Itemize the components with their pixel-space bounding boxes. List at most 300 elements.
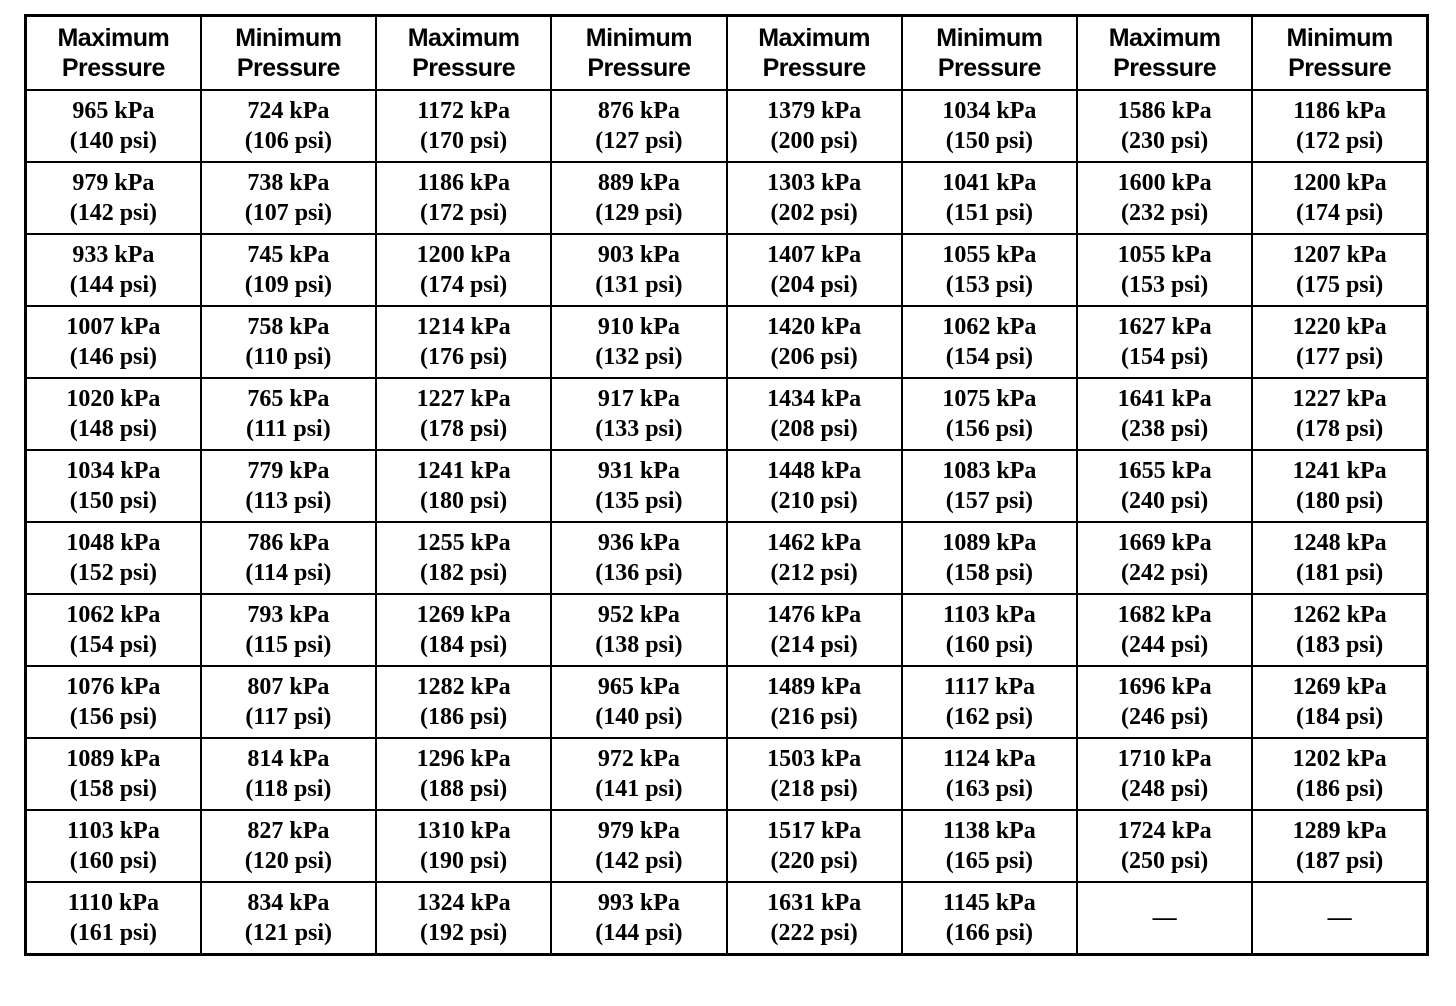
column-header-line: Maximum: [57, 24, 170, 52]
cell-value-secondary: (177 psi): [1295, 344, 1384, 370]
cell-value: 1379 kPa: [767, 98, 862, 124]
cell-value: 979 kPa: [72, 170, 155, 196]
table-cell: [551, 522, 726, 594]
cell-value: 1724 kPa: [1117, 818, 1212, 844]
table-cell: [376, 594, 551, 666]
table-cell: [1252, 810, 1427, 882]
cell-value: 1696 kPa: [1117, 674, 1212, 700]
table-row: [26, 450, 1428, 522]
table-cell: [1077, 810, 1252, 882]
cell-value: 917 kPa: [597, 386, 680, 412]
table-cell: [727, 450, 902, 522]
column-header: [376, 16, 551, 91]
cell-value-secondary: (153 psi): [945, 272, 1034, 298]
table-cell: [201, 450, 376, 522]
cell-value-secondary: (240 psi): [1120, 488, 1209, 514]
table-row: [26, 234, 1428, 306]
cell-value-secondary: (138 psi): [595, 632, 683, 658]
cell-value-secondary: (154 psi): [1120, 344, 1209, 370]
table-cell: [727, 234, 902, 306]
table-row: [26, 666, 1428, 738]
cell-value: 936 kPa: [597, 530, 680, 556]
cell-value: 965 kPa: [597, 674, 680, 700]
cell-value: 993 kPa: [597, 890, 680, 916]
table-cell: [727, 90, 902, 162]
column-header: [727, 16, 902, 91]
column-header-line: Minimum: [235, 24, 342, 52]
table-cell: [727, 882, 902, 955]
cell-value: 1420 kPa: [767, 314, 862, 340]
cell-value: 1655 kPa: [1117, 458, 1212, 484]
table-cell: [1077, 594, 1252, 666]
cell-value: 952 kPa: [597, 602, 680, 628]
cell-value: 1255 kPa: [416, 530, 511, 556]
table-cell: [26, 450, 201, 522]
cell-value: 827 kPa: [247, 818, 330, 844]
cell-value-secondary: (187 psi): [1295, 848, 1384, 874]
column-header: [26, 16, 201, 91]
cell-value-secondary: (120 psi): [244, 848, 333, 874]
table-cell: [727, 522, 902, 594]
table-cell: [376, 162, 551, 234]
cell-value: 724 kPa: [247, 98, 330, 124]
cell-value-secondary: (157 psi): [945, 488, 1034, 514]
cell-value-secondary: (144 psi): [69, 272, 158, 298]
cell-value-secondary: (182 psi): [419, 560, 508, 586]
cell-value-secondary: (216 psi): [770, 704, 858, 730]
cell-value: 1138 kPa: [943, 818, 1036, 844]
cell-value: 965 kPa: [72, 98, 155, 124]
cell-value: 1007 kPa: [66, 314, 161, 340]
cell-value-secondary: (146 psi): [69, 344, 158, 370]
table-cell: [1252, 594, 1427, 666]
table-cell: [727, 738, 902, 810]
table-row: [26, 378, 1428, 450]
cell-value-secondary: (127 psi): [595, 128, 683, 154]
table-cell: [201, 882, 376, 955]
cell-value: 1062 kPa: [66, 602, 161, 628]
table-cell: [26, 234, 201, 306]
cell-value: 745 kPa: [247, 242, 330, 268]
table-cell: [201, 378, 376, 450]
cell-value-secondary: (154 psi): [69, 632, 158, 658]
cell-value: 1710 kPa: [1117, 746, 1212, 772]
cell-value-secondary: (180 psi): [1295, 488, 1384, 514]
cell-value-secondary: (178 psi): [419, 416, 508, 442]
cell-value-secondary: (200 psi): [770, 128, 858, 154]
table-header: [26, 16, 1428, 91]
cell-value: 1055 kPa: [1117, 242, 1212, 268]
cell-value-secondary: (156 psi): [69, 704, 158, 730]
cell-value: 1124 kPa: [943, 746, 1036, 772]
column-header-line: Pressure: [1288, 54, 1392, 82]
column-header-line: Pressure: [587, 54, 691, 82]
table-row: [26, 738, 1428, 810]
cell-value: 931 kPa: [597, 458, 680, 484]
cell-value: 1186 kPa: [1293, 98, 1386, 124]
table-cell: [551, 378, 726, 450]
cell-value: 1262 kPa: [1292, 602, 1387, 628]
cell-value: 979 kPa: [597, 818, 680, 844]
cell-value-secondary: (174 psi): [419, 272, 508, 298]
column-header: [902, 16, 1077, 91]
cell-value-secondary: (142 psi): [595, 848, 683, 874]
table-body: [26, 90, 1428, 955]
cell-value-secondary: (150 psi): [69, 488, 158, 514]
cell-value-secondary: (188 psi): [419, 776, 508, 802]
cell-value-secondary: (165 psi): [945, 848, 1034, 874]
cell-value-secondary: (170 psi): [419, 128, 508, 154]
table-cell: [376, 306, 551, 378]
pressure-table: [24, 14, 1429, 956]
table-row: [26, 306, 1428, 378]
cell-value: —: [1327, 905, 1352, 931]
cell-value-secondary: (148 psi): [69, 416, 158, 442]
cell-value: 1220 kPa: [1292, 314, 1387, 340]
cell-value: 1202 kPa: [1292, 746, 1387, 772]
cell-value-secondary: (117 psi): [245, 704, 332, 730]
cell-value: 1324 kPa: [416, 890, 511, 916]
column-header-line: Maximum: [1108, 24, 1221, 52]
cell-value: 1641 kPa: [1117, 386, 1212, 412]
table-row: [26, 810, 1428, 882]
table-cell: [1077, 234, 1252, 306]
cell-value-secondary: (136 psi): [595, 560, 683, 586]
cell-value: 1600 kPa: [1117, 170, 1212, 196]
cell-value-secondary: (158 psi): [69, 776, 158, 802]
cell-value: 1075 kPa: [942, 386, 1037, 412]
column-header-line: Pressure: [61, 54, 165, 82]
cell-value-secondary: (248 psi): [1120, 776, 1209, 802]
cell-value-secondary: (140 psi): [595, 704, 683, 730]
cell-value-secondary: (144 psi): [595, 920, 683, 946]
cell-value: 738 kPa: [247, 170, 330, 196]
cell-value-secondary: (192 psi): [419, 920, 508, 946]
cell-value: 1110 kPa: [67, 890, 160, 916]
table-cell: [551, 162, 726, 234]
table-cell: [1252, 306, 1427, 378]
cell-value-secondary: (163 psi): [945, 776, 1034, 802]
cell-value: 889 kPa: [597, 170, 680, 196]
column-header-line: Pressure: [937, 54, 1041, 82]
cell-value-secondary: (180 psi): [419, 488, 508, 514]
table-cell: [902, 738, 1077, 810]
cell-value-secondary: (204 psi): [770, 272, 858, 298]
table-cell: [902, 666, 1077, 738]
column-header-line: Pressure: [1113, 54, 1217, 82]
cell-value-secondary: (162 psi): [945, 704, 1034, 730]
cell-value-secondary: (154 psi): [945, 344, 1034, 370]
table-cell: [727, 666, 902, 738]
cell-value: 910 kPa: [597, 314, 680, 340]
table-cell: [376, 810, 551, 882]
cell-value: 1248 kPa: [1292, 530, 1387, 556]
table-row: [26, 162, 1428, 234]
cell-value-secondary: (238 psi): [1120, 416, 1209, 442]
cell-value: 1048 kPa: [66, 530, 161, 556]
table-cell: [1252, 450, 1427, 522]
table-cell: [1077, 450, 1252, 522]
cell-value: 779 kPa: [247, 458, 330, 484]
table-row: [26, 90, 1428, 162]
table-cell: [376, 882, 551, 955]
cell-value: 1682 kPa: [1117, 602, 1212, 628]
cell-value-secondary: (184 psi): [1295, 704, 1384, 730]
cell-value-secondary: (109 psi): [244, 272, 333, 298]
cell-value-secondary: (114 psi): [245, 560, 332, 586]
table-cell: [26, 162, 201, 234]
table-cell: [201, 738, 376, 810]
table-cell: [1077, 378, 1252, 450]
table-cell: [26, 810, 201, 882]
cell-value: 758 kPa: [247, 314, 330, 340]
cell-value: 1282 kPa: [416, 674, 511, 700]
cell-value: 1503 kPa: [767, 746, 862, 772]
table-cell: [1252, 666, 1427, 738]
cell-value-secondary: (212 psi): [770, 560, 858, 586]
cell-value: 1669 kPa: [1117, 530, 1212, 556]
cell-value: 1586 kPa: [1117, 98, 1212, 124]
cell-value-secondary: (230 psi): [1120, 128, 1209, 154]
cell-value-secondary: (183 psi): [1295, 632, 1384, 658]
table-cell: [1077, 666, 1252, 738]
cell-value-secondary: (208 psi): [770, 416, 858, 442]
cell-value-secondary: (246 psi): [1120, 704, 1209, 730]
cell-value: 1117 kPa: [943, 674, 1036, 700]
cell-value-secondary: (175 psi): [1295, 272, 1384, 298]
cell-value-secondary: (153 psi): [1120, 272, 1209, 298]
table-cell: [376, 522, 551, 594]
cell-value-secondary: (222 psi): [770, 920, 858, 946]
cell-value: 793 kPa: [247, 602, 330, 628]
cell-value: 1227 kPa: [1292, 386, 1387, 412]
table-cell: [26, 306, 201, 378]
table-cell: [902, 882, 1077, 955]
cell-value: 1462 kPa: [767, 530, 862, 556]
cell-value-secondary: (174 psi): [1295, 200, 1384, 226]
table-cell: [201, 90, 376, 162]
table-cell: [1252, 378, 1427, 450]
table-cell: [551, 90, 726, 162]
table-cell: [26, 378, 201, 450]
cell-value-secondary: (140 psi): [69, 128, 158, 154]
column-header-line: Pressure: [762, 54, 866, 82]
cell-value: 786 kPa: [247, 530, 330, 556]
table-cell: [201, 162, 376, 234]
table-cell: [201, 666, 376, 738]
cell-value-secondary: (107 psi): [244, 200, 333, 226]
table-cell: [26, 738, 201, 810]
table-cell: [1252, 522, 1427, 594]
cell-value: 834 kPa: [247, 890, 330, 916]
column-header-line: Minimum: [936, 24, 1043, 52]
cell-value-secondary: (121 psi): [244, 920, 333, 946]
cell-value: 1041 kPa: [942, 170, 1037, 196]
table-cell: [551, 234, 726, 306]
cell-value: —: [1152, 905, 1177, 931]
cell-value-secondary: (132 psi): [595, 344, 683, 370]
cell-value: 1172 kPa: [417, 98, 510, 124]
cell-value: 1089 kPa: [942, 530, 1037, 556]
table-cell: [902, 90, 1077, 162]
cell-value-secondary: (176 psi): [419, 344, 508, 370]
column-header-line: Maximum: [758, 24, 871, 52]
table-cell: [1252, 738, 1427, 810]
table-cell: [902, 450, 1077, 522]
cell-value-secondary: (151 psi): [945, 200, 1034, 226]
table-cell: [902, 162, 1077, 234]
table-cell: [551, 810, 726, 882]
cell-value: 903 kPa: [597, 242, 680, 268]
cell-value: 1303 kPa: [767, 170, 862, 196]
cell-value-secondary: (111 psi): [246, 416, 331, 442]
cell-value-secondary: (210 psi): [770, 488, 858, 514]
table-cell: [902, 234, 1077, 306]
table-cell: [26, 666, 201, 738]
cell-value-secondary: (206 psi): [770, 344, 858, 370]
cell-value-secondary: (113 psi): [245, 488, 332, 514]
cell-value: 1034 kPa: [942, 98, 1037, 124]
cell-value-secondary: (118 psi): [245, 776, 332, 802]
table-cell: [727, 306, 902, 378]
cell-value: 1089 kPa: [66, 746, 161, 772]
header-row: [26, 16, 1428, 91]
cell-value: 1476 kPa: [767, 602, 862, 628]
cell-value-secondary: (232 psi): [1120, 200, 1209, 226]
cell-value: 933 kPa: [72, 242, 155, 268]
cell-value-secondary: (202 psi): [770, 200, 858, 226]
column-header-line: Pressure: [412, 54, 516, 82]
table-cell: [26, 90, 201, 162]
table-cell: [201, 810, 376, 882]
cell-value: 1186 kPa: [417, 170, 510, 196]
table-row: [26, 882, 1428, 955]
table-cell: [902, 810, 1077, 882]
table-cell: [201, 234, 376, 306]
cell-value: 1241 kPa: [416, 458, 511, 484]
column-header-line: Minimum: [585, 24, 692, 52]
table-cell: [376, 738, 551, 810]
cell-value: 1296 kPa: [416, 746, 511, 772]
table-cell: [551, 306, 726, 378]
cell-value-secondary: (161 psi): [69, 920, 158, 946]
cell-value-secondary: (110 psi): [245, 344, 332, 370]
cell-value-secondary: (160 psi): [945, 632, 1034, 658]
table-cell: [551, 594, 726, 666]
cell-value-secondary: (244 psi): [1120, 632, 1209, 658]
cell-value-secondary: (214 psi): [770, 632, 858, 658]
cell-value: 1200 kPa: [1292, 170, 1387, 196]
cell-value: 972 kPa: [597, 746, 680, 772]
table-cell: [376, 666, 551, 738]
cell-value: 1489 kPa: [767, 674, 862, 700]
column-header: [551, 16, 726, 91]
table-cell: [26, 522, 201, 594]
table-cell: [551, 666, 726, 738]
cell-value: 1103 kPa: [943, 602, 1036, 628]
cell-value-secondary: (172 psi): [1295, 128, 1384, 154]
cell-value-secondary: (133 psi): [595, 416, 683, 442]
table-cell: [201, 522, 376, 594]
cell-value-secondary: (142 psi): [69, 200, 158, 226]
table-cell: [376, 90, 551, 162]
table-cell: [1252, 882, 1427, 955]
cell-value-secondary: (166 psi): [945, 920, 1034, 946]
cell-value: 876 kPa: [597, 98, 680, 124]
cell-value-secondary: (190 psi): [419, 848, 508, 874]
cell-value: 1289 kPa: [1292, 818, 1387, 844]
cell-value: 1407 kPa: [767, 242, 862, 268]
table-cell: [902, 306, 1077, 378]
table-cell: [727, 810, 902, 882]
table-cell: [727, 594, 902, 666]
cell-value: 1103 kPa: [67, 818, 160, 844]
cell-value: 1083 kPa: [942, 458, 1037, 484]
cell-value: 1020 kPa: [66, 386, 161, 412]
table-cell: [902, 594, 1077, 666]
table-cell: [376, 234, 551, 306]
cell-value-secondary: (172 psi): [419, 200, 508, 226]
table-cell: [201, 306, 376, 378]
cell-value-secondary: (150 psi): [945, 128, 1034, 154]
cell-value-secondary: (106 psi): [244, 128, 333, 154]
cell-value: 1448 kPa: [767, 458, 862, 484]
column-header: [1252, 16, 1427, 91]
cell-value: 1269 kPa: [416, 602, 511, 628]
cell-value-secondary: (186 psi): [419, 704, 508, 730]
column-header-line: Maximum: [407, 24, 520, 52]
table-cell: [26, 594, 201, 666]
cell-value-secondary: (181 psi): [1295, 560, 1384, 586]
table-cell: [902, 378, 1077, 450]
table-cell: [1252, 234, 1427, 306]
table-cell: [1077, 522, 1252, 594]
cell-value-secondary: (160 psi): [69, 848, 158, 874]
table-cell: [902, 522, 1077, 594]
table-row: [26, 594, 1428, 666]
table-cell: [201, 594, 376, 666]
table-cell: [1077, 162, 1252, 234]
cell-value: 1269 kPa: [1292, 674, 1387, 700]
cell-value: 1076 kPa: [66, 674, 161, 700]
table-cell: [1077, 882, 1252, 955]
table-cell: [551, 882, 726, 955]
cell-value: 1517 kPa: [767, 818, 862, 844]
cell-value-secondary: (178 psi): [1295, 416, 1384, 442]
column-header-line: Pressure: [236, 54, 340, 82]
cell-value-secondary: (242 psi): [1120, 560, 1209, 586]
table-cell: [376, 450, 551, 522]
cell-value: 1241 kPa: [1292, 458, 1387, 484]
table-cell: [376, 378, 551, 450]
cell-value-secondary: (220 psi): [770, 848, 858, 874]
table-cell: [551, 738, 726, 810]
cell-value: 1434 kPa: [767, 386, 862, 412]
table-cell: [551, 450, 726, 522]
cell-value-secondary: (131 psi): [595, 272, 683, 298]
table-cell: [1252, 90, 1427, 162]
table-cell: [1077, 738, 1252, 810]
cell-value: 814 kPa: [247, 746, 330, 772]
cell-value-secondary: (158 psi): [945, 560, 1034, 586]
cell-value: 1034 kPa: [66, 458, 161, 484]
cell-value: 1145 kPa: [943, 890, 1036, 916]
table-cell: [26, 882, 201, 955]
cell-value-secondary: (218 psi): [770, 776, 858, 802]
cell-value: 765 kPa: [247, 386, 330, 412]
cell-value: 1214 kPa: [416, 314, 511, 340]
cell-value-secondary: (250 psi): [1120, 848, 1209, 874]
